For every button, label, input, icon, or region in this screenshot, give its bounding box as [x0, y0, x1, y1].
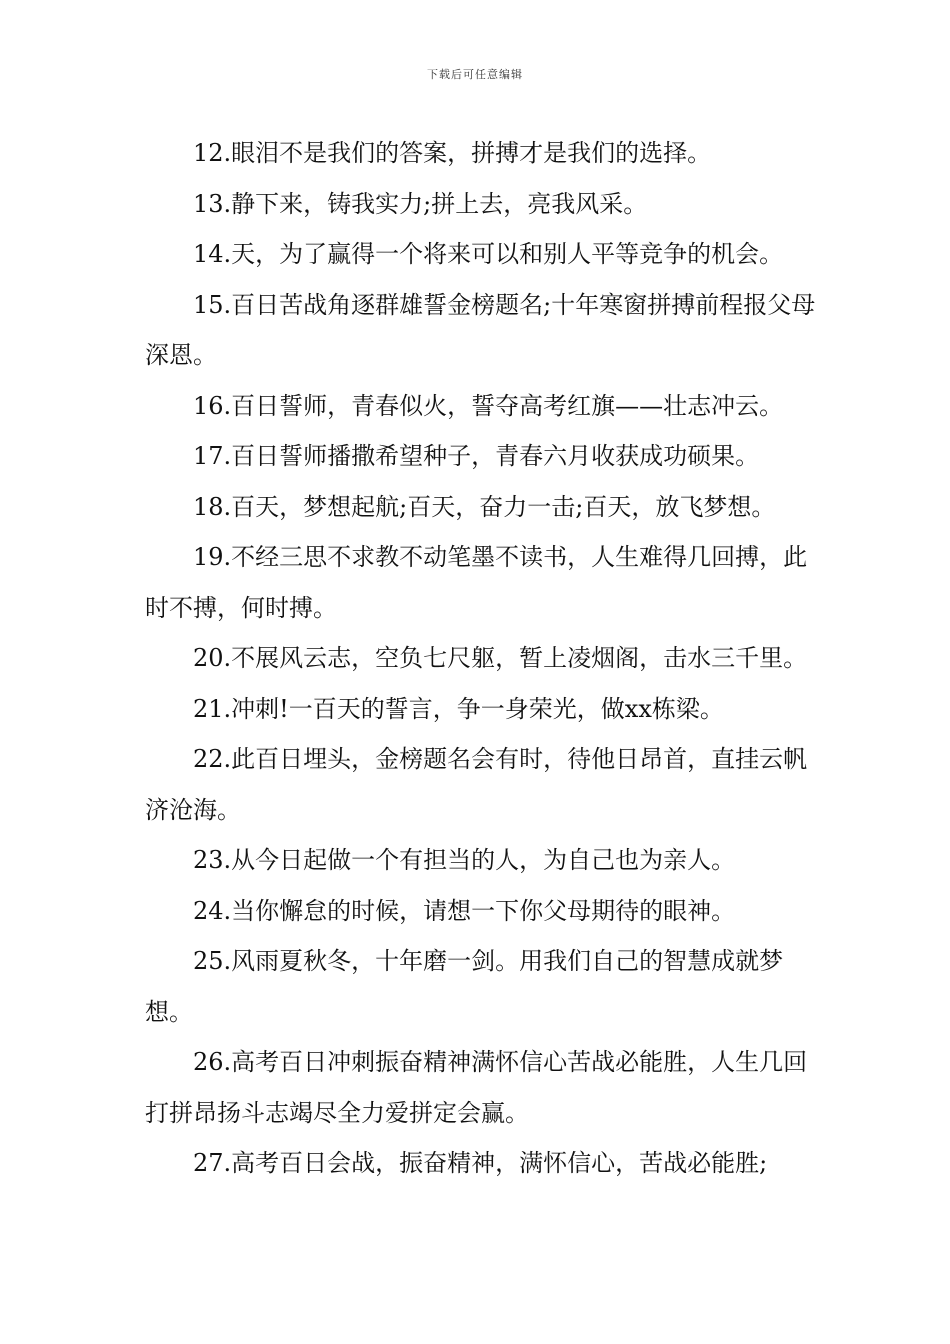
paragraph: 12.眼泪不是我们的答案，拼搏才是我们的选择。 — [193, 139, 712, 167]
paragraph: 25.风雨夏秋冬，十年磨一剑。用我们自己的智慧成就梦想。 — [145, 947, 784, 1026]
paragraph: 18.百天，梦想起航;百天，奋力一击;百天，放飞梦想。 — [193, 492, 776, 521]
paragraph: 13.静下来，铸我实力;拼上去，亮我风采。 — [193, 189, 648, 218]
paragraph: 22.此百日埋头，金榜题名会有时，待他日昂首，直挂云帆济沧海。 — [145, 745, 808, 824]
page-header: 下载后可任意编辑 — [427, 68, 523, 81]
paragraph: 21.冲刺!一百天的誓言，争一身荣光，做xx栋梁。 — [193, 694, 724, 723]
paragraph: 23.从今日起做一个有担当的人，为自己也为亲人。 — [193, 846, 736, 874]
paragraph: 16.百日誓师，青春似火，誓夺高考红旗——壮志冲云。 — [193, 391, 784, 420]
paragraph: 14.天，为了赢得一个将来可以和别人平等竞争的机会。 — [193, 240, 784, 268]
paragraph: 20.不展风云志，空负七尺躯，暂上凌烟阁，击水三千里。 — [193, 644, 808, 672]
paragraph: 15.百日苦战角逐群雄誓金榜题名;十年寒窗拼搏前程报父母深恩。 — [145, 290, 816, 369]
paragraph: 17.百日誓师播撒希望种子，青春六月收获成功硕果。 — [193, 442, 760, 470]
paragraph: 26.高考百日冲刺振奋精神满怀信心苦战必能胜，人生几回打拼昂扬斗志竭尽全力爱拼定会赢。 — [145, 1048, 808, 1127]
paragraph: 27.高考百日会战，振奋精神，满怀信心，苦战必能胜; — [193, 1149, 768, 1177]
document-body — [145, 128, 825, 1189]
paragraph: 24.当你懈怠的时候，请想一下你父母期待的眼神。 — [193, 896, 736, 925]
paragraph: 19.不经三思不求教不动笔墨不读书，人生难得几回搏，此时不搏，何时搏。 — [145, 543, 808, 622]
